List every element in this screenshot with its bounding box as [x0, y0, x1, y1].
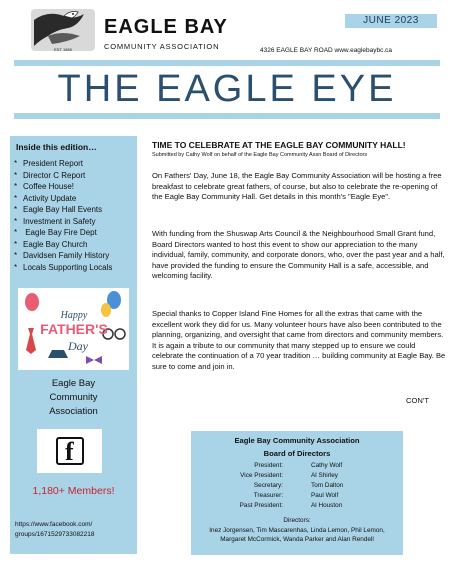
toc-item: * Director C Report: [14, 170, 86, 180]
facebook-members-count: 1,180+ Members!: [32, 485, 115, 497]
org-name: EAGLE BAY: [104, 16, 228, 38]
facebook-logo-box: [37, 429, 102, 473]
sidebar-association-name: Eagle Bay Community Association: [49, 378, 98, 417]
toc-item: * Eagle Bay Hall Events: [14, 205, 103, 214]
title-band-top: [14, 60, 440, 66]
continued-marker: CON'T: [406, 396, 429, 405]
article-paragraph: With funding from the Shuswap Arts Council & the Neighbourhood Small Grant fund, Board Directors wanted to host this event to show our appreciation to the many individual, family, community, and corporate donors, who, over the past year and a half, have provided the funding to ensure the Community Hall is a safe, accessible, and welcoming facility.: [152, 229, 445, 281]
logo-est-text: EST 1985: [54, 47, 72, 52]
title-band-bottom: [14, 113, 440, 119]
toc-item: * Activity Update: [14, 193, 77, 203]
eagle-logo: [28, 6, 98, 54]
directors-names: Inez Jorgensen, Tim Mascarenhas, Linda Lemon, Phil Lemon, Margaret McCormick, Wanda Parker and Alan Rendell: [209, 527, 385, 543]
org-subtitle: COMMUNITY ASSOCIATION: [104, 42, 220, 51]
fathers-day-fathers: FATHER'S: [40, 321, 108, 337]
article-title: TIME TO CELEBRATE AT THE EAGLE BAY COMMUNITY HALL!: [152, 140, 406, 150]
toc-item: * Davidsen Family History: [14, 251, 110, 260]
article-byline: Submitted by Cathy Wolf on behalf of the Eagle Bay Community Assn Board of Directors: [152, 152, 368, 158]
facebook-icon: f: [56, 437, 84, 465]
sidebar: [10, 136, 137, 554]
table-of-contents: [14, 158, 112, 273]
toc-item: * Coffee House!: [14, 182, 74, 191]
board-heading: Board of Directors: [263, 449, 331, 458]
facebook-group-url[interactable]: https://www.facebook.com/ groups/1671529733082218: [15, 521, 95, 538]
toc-item: * Eagle Bay Fire Dept: [14, 228, 97, 237]
article-paragraph: On Fathers' Day, June 18, the Eagle Bay Community Association will be hosting a free breakfast to celebrate great fathers, of course, but also to celebrate the re-opening of the Eagle Bay Community Hall. Get details in this month's "Eagle Eye".: [152, 171, 442, 202]
toc-item: * Investment in Safety: [14, 216, 96, 226]
toc-item: * President Report: [14, 159, 84, 168]
fathers-day-graphic: [18, 288, 129, 370]
directors-label: Directors:: [283, 517, 311, 524]
fathers-day-day: Day: [68, 339, 88, 353]
board-org-name: Eagle Bay Community Association: [234, 436, 360, 445]
board-of-directors-box: Eagle Bay Community Association Board of Directors President: Cathy Wolf Vice President: Al Shirley Secretary: Tom Dalton Treasurer: Paul Wolf Past President: Al Houston Directors: Inez Jorgensen, Tim Mascarenhas, Linda Lemon, Phil Lemon, Margaret McCormick, Wanda Parker and Alan Rendell: [191, 431, 403, 555]
fathers-day-happy: Happy: [60, 310, 88, 321]
toc-item: * Locals Supporting Locals: [14, 262, 113, 272]
sidebar-heading: Inside this edition…: [16, 142, 97, 152]
toc-item: * Eagle Bay Church: [14, 239, 88, 249]
newsletter-title: THE EAGLE EYE: [57, 68, 397, 110]
article-paragraph: Special thanks to Copper Island Fine Homes for all the extras that came with the excellent work they did for us. Many volunteer hours have also been contributed to the planning, organizing, and oversight that came from directors and community members. It is again a tribute to our community that many stepped up to ensure we could celebrate the continuation of a 70 year tradition … building community at Eagle Bay. Be sure to come and join in.: [152, 309, 446, 371]
address-line: 4326 EAGLE BAY ROAD www.eaglebaybc.ca: [260, 47, 392, 54]
issue-date-badge: JUNE 2023: [345, 14, 437, 28]
